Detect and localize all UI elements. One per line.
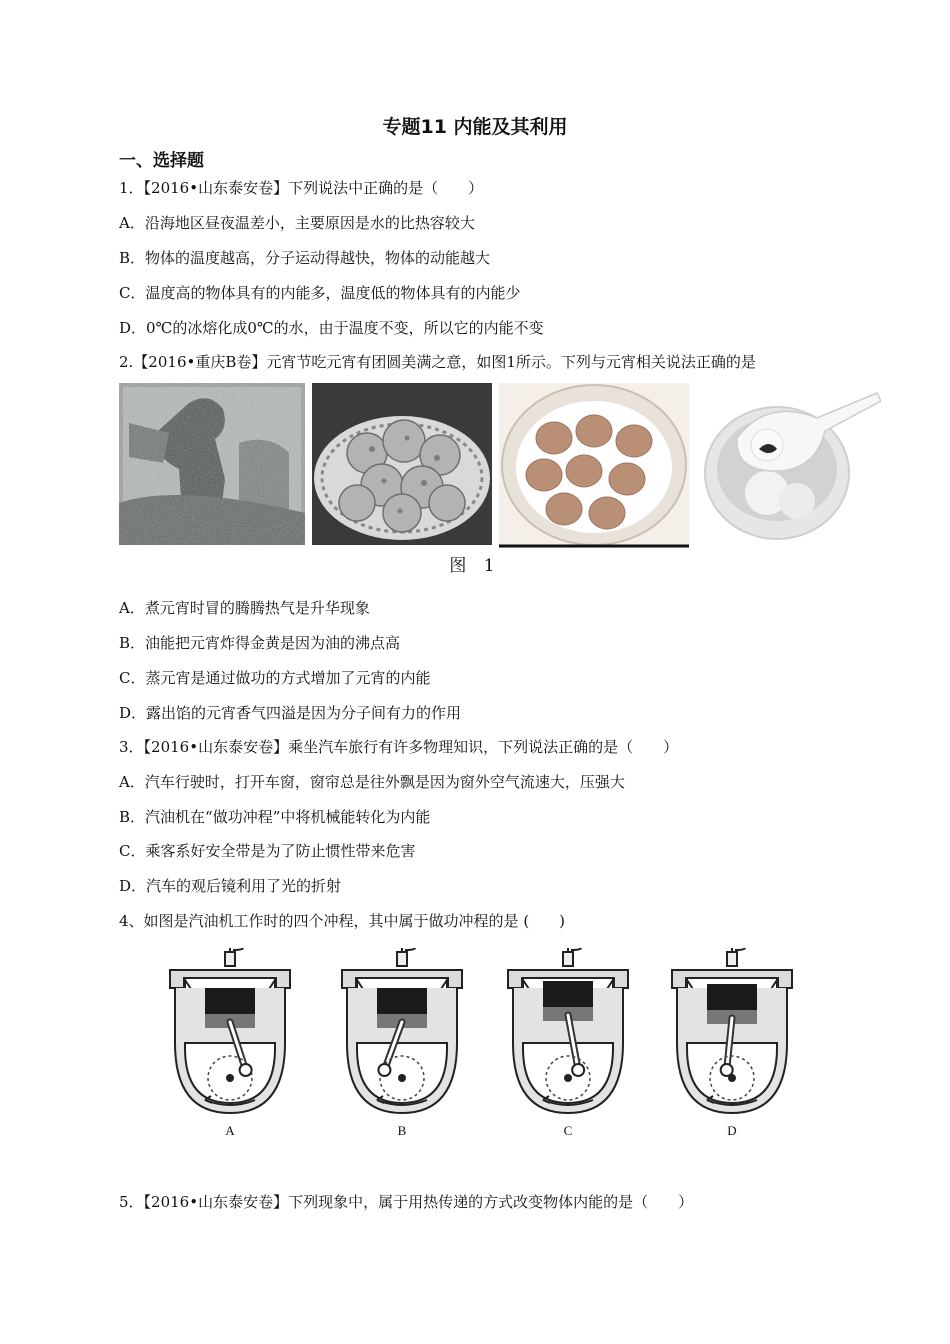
steam-photo (119, 383, 305, 545)
engine-diagram-d (667, 948, 817, 1143)
figure-1-photos (119, 383, 881, 548)
engine-label-a: A (225, 1123, 235, 1138)
question-3-option-a: A．汽车行驶时，打开车窗，窗帘总是往外飘是因为窗外空气流速大，压强大 (119, 773, 625, 791)
engine-label-b: B (397, 1123, 407, 1138)
question-2-option-d: D．露出馅的元宵香气四溢是因为分子间有力的作用 (119, 704, 462, 722)
question-2-stem: 2.【2016•重庆B卷】元宵节吃元宵有团圆美满之意，如图1所示。下列与元宵相关说法正确的是 (119, 353, 756, 371)
question-1-option-a: A．沿海地区昼夜温差小，主要原因是水的比热容较大 (119, 214, 475, 232)
engine-label-c: C (563, 1123, 573, 1138)
question-2-option-b: B．油能把元宵炸得金黄是因为油的沸点高 (119, 634, 401, 652)
engine-label-d: D (727, 1123, 737, 1138)
question-3-option-c: C．乘客系好安全带是为了防止惯性带来危害 (119, 842, 416, 860)
engine-strokes-figure (165, 948, 815, 1143)
question-4-stem: 4、如图是汽油机工作时的四个冲程，其中属于做功冲程的是 ( ) (119, 912, 566, 930)
question-3-option-b: B．汽油机在“做功冲程”中将机械能转化为内能 (119, 808, 431, 826)
question-2-option-a: A．煮元宵时冒的腾腾热气是升华现象 (119, 599, 370, 617)
figure-1-caption: 图 1 (449, 556, 501, 576)
section-heading: 一、选择题 (119, 151, 204, 171)
question-1-option-b: B．物体的温度越高，分子运动得越快，物体的动能越大 (119, 249, 491, 267)
question-1-option-c: C．温度高的物体具有的内能多，温度低的物体具有的内能少 (119, 284, 521, 302)
question-3-stem: 3．【2016•山东泰安卷】乘坐汽车旅行有许多物理知识，下列说法正确的是（ ） (119, 738, 679, 756)
tangyuan-bowl-photo (697, 383, 881, 548)
question-5-stem: 5．【2016•山东泰安卷】下列现象中，属于用热传递的方式改变物体内能的是（ ） (119, 1193, 694, 1211)
engine-diagram-b (337, 948, 487, 1143)
steamed-yuanxiao-photo (499, 383, 689, 548)
fried-yuanxiao-photo (312, 383, 492, 545)
question-2-option-c: C．蒸元宵是通过做功的方式增加了元宵的内能 (119, 669, 431, 687)
question-1-stem: 1．【2016•山东泰安卷】下列说法中正确的是（ ） (119, 179, 484, 197)
page-title: 专题11 内能及其利用 (382, 116, 568, 138)
engine-diagram-c (503, 948, 653, 1143)
question-3-option-d: D．汽车的观后镜利用了光的折射 (119, 877, 342, 895)
engine-diagram-a (165, 948, 315, 1143)
question-1-option-d: D．0℃的冰熔化成0℃的水，由于温度不变，所以它的内能不变 (119, 319, 544, 337)
